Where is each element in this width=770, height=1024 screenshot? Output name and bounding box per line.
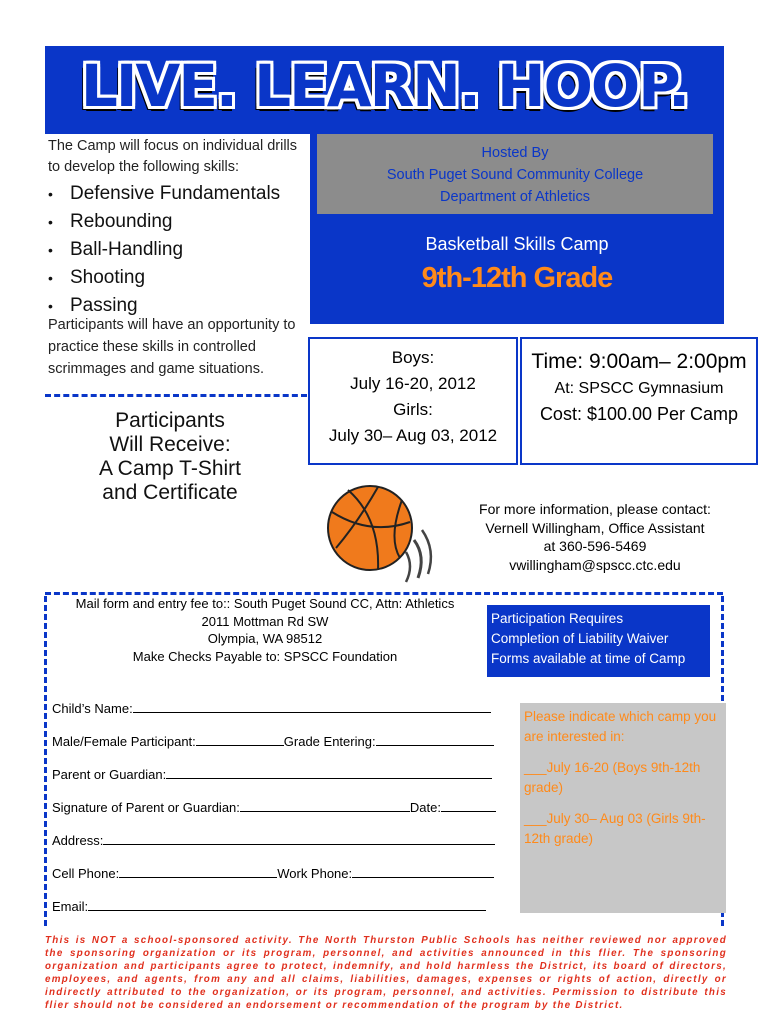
address-input[interactable]	[103, 832, 495, 845]
skill-item: • Ball-Handling	[48, 236, 313, 264]
requirements-box: Participation Requires Completion of Liability Waiver Forms available at time of Camp	[487, 605, 710, 677]
address-field[interactable]: Address:	[52, 832, 495, 848]
skills-list	[48, 180, 313, 320]
basketball-icon	[318, 478, 438, 588]
choice-option-boys[interactable]: ___July 16-20 (Boys 9th-12th grade)	[524, 760, 701, 795]
hosted-label: Hosted By	[481, 145, 549, 161]
boys-label: Boys:	[391, 348, 435, 367]
time-cost-box	[520, 337, 758, 465]
practice-text: Participants will have an opportunity to practice these skills in controlled scrimmages and game situations.	[48, 317, 296, 377]
bullet-icon: •	[48, 270, 53, 286]
girls-label: Girls:	[393, 400, 433, 419]
camp-choice-box	[520, 703, 726, 913]
camp-location: At: SPSCC Gymnasium	[554, 380, 724, 397]
camp-cost: Cost: $100.00 Per Camp	[539, 404, 739, 424]
bullet-icon: •	[48, 242, 53, 258]
email-input[interactable]	[88, 898, 486, 911]
headline: LIVE. LEARN. HOOP.	[80, 52, 689, 120]
hosted-by-box	[317, 134, 713, 214]
skill-item: • Defensive Fundamentals	[48, 180, 313, 208]
camp-title: Basketball Skills Camp	[425, 234, 609, 254]
child-name-field[interactable]: Child’s Name:	[52, 700, 491, 716]
bullet-icon: •	[48, 214, 53, 230]
parent-input[interactable]	[166, 766, 492, 779]
skill-item: • Passing	[48, 292, 313, 320]
intro-text: The Camp will focus on individual drills to develop the following skills:	[48, 138, 298, 175]
bullet-icon: •	[48, 298, 53, 314]
girls-dates: July 30– Aug 03, 2012	[328, 426, 498, 445]
bullet-icon: •	[48, 186, 53, 202]
mail-info: Mail form and entry fee to:: South Puget Sound CC, Attn: Athletics 2011 Mottman Rd SW Olympia, WA 98512 Make Checks Payable to: SPSCC Foundation	[75, 596, 455, 664]
gender-grade-field[interactable]: Male/Female Participant: Grade Entering:	[52, 733, 494, 749]
child-name-input[interactable]	[133, 700, 491, 713]
work-phone-input[interactable]	[352, 865, 494, 878]
signature-input[interactable]	[240, 799, 410, 812]
parent-field[interactable]: Parent or Guardian:	[52, 766, 492, 782]
dates-box	[308, 337, 518, 465]
skill-item: • Shooting	[48, 264, 313, 292]
cell-phone-input[interactable]	[119, 865, 277, 878]
skill-item: • Rebounding	[48, 208, 313, 236]
separator-dash	[45, 394, 307, 397]
department-name: Department of Athletics	[440, 189, 590, 205]
phone-field[interactable]: Cell Phone: Work Phone:	[52, 865, 494, 881]
boys-dates: July 16-20, 2012	[350, 374, 476, 393]
camp-time: Time: 9:00am– 2:00pm	[531, 350, 747, 373]
disclaimer: This is NOT a school-sponsored activity. The North Thurston Public Schools has neither reviewed nor approved the sponsoring organization or its program, personnel, and activities announced in this flier. The sponsoring organization and participants agree to protect, indemnify, and hold harmless the District, its board of directors, employees, and agents, from any and all claims, liabilities, damages, expenses or rights of action, directly or indirectly attributed to the organization, or its program, personnel, and activities. Permission to distribute this flier should not be considered an endorsement or recommendation of the program by the District.	[45, 935, 727, 1011]
grade-input[interactable]	[376, 733, 494, 746]
form-border-left	[44, 596, 47, 926]
email-field[interactable]: Email:	[52, 898, 486, 914]
contact-email[interactable]: vwillingham@spscc.ctc.edu	[509, 556, 681, 573]
choice-prompt: Please indicate which camp you are interested in:	[524, 709, 717, 744]
date-input[interactable]	[441, 799, 496, 812]
contact-info: For more information, please contact: Vernell Willingham, Office Assistant at 360-596-5469 vwillingham@spscc.ctc.edu	[450, 500, 740, 574]
gender-input[interactable]	[196, 733, 284, 746]
grade-range: 9th-12th Grade	[421, 262, 613, 294]
college-name: South Puget Sound Community College	[386, 167, 644, 183]
signature-field[interactable]: Signature of Parent or Guardian: Date:	[52, 799, 496, 815]
choice-option-girls[interactable]: ___July 30– Aug 03 (Girls 9th-12th grade)	[524, 811, 706, 846]
participants-receive: Participants Will Receive: A Camp T-Shirt and Certificate	[99, 409, 241, 504]
